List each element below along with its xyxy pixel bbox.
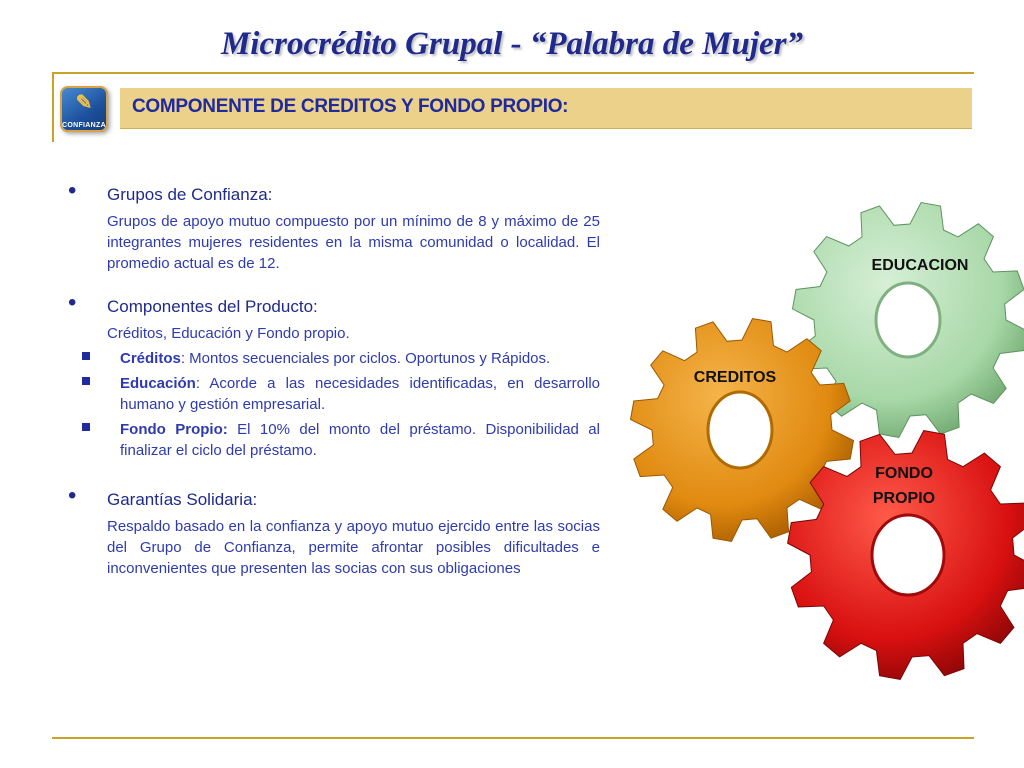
item-title: Grupos de Confianza: [107,185,273,204]
gear-label-educacion: EDUCACION [871,257,969,274]
gear-hole [708,392,772,468]
confianza-logo [60,86,108,132]
item-text: Grupos de apoyo mutuo compuesto por un mínimo de 8 y máximo de 25 integrantes mujeres residentes en la misma comunidad o localidad. El promedio actual es de 12. [107,213,600,272]
bullet-icon: • [68,289,77,316]
subitem-creditos [60,348,600,369]
subitem-fondo [60,419,600,461]
left-divider [52,72,54,142]
page-title: Microcrédito Grupal - “Palabra de Mujer” [220,26,804,62]
item-title-text: Componentes del Producto [107,297,314,316]
item-text: Créditos, Educación y Fondo propio. [107,325,350,342]
list-item-componentes [60,289,600,344]
gear-label-creditos: CREDITOS [693,369,777,386]
logo-text: CONFIANZA [62,122,106,129]
square-bullet-icon [82,423,90,431]
pencil-check-icon: ✎ [75,92,93,114]
square-bullet-icon [82,352,90,360]
subitem-label: Educación [120,375,196,392]
section-heading-bar [120,88,972,129]
bottom-divider [52,737,974,739]
subitem-text: El 10% del monto del préstamo. Disponibilidad al finalizar el ciclo del préstamo. [120,421,600,459]
gear-label-fondo-1: FONDO [875,465,933,482]
gear-hole [872,515,944,595]
section-heading: COMPONENTE DE CREDITOS Y FONDO PROPIO: [132,96,569,117]
square-bullet-icon [82,377,90,385]
bullet-icon: • [68,177,77,204]
list-item-grupos [60,177,600,274]
subitem-educacion [60,373,600,415]
item-text: Respaldo basado en la confianza y apoyo mutuo ejercido entre las socias del Grupo de Confianza, permite afrontar posibles dificultades e inconvenientes que presenten las socias con sus obligaciones [107,518,600,577]
gear-label-fondo-2: PROPIO [872,490,936,507]
top-divider [52,72,974,74]
item-title [107,296,600,317]
bullet-icon: • [68,482,77,509]
subitem-text: : Acorde a las necesidades identificadas, en desarrollo humano y gestión empresarial. [120,375,600,413]
item-title: Garantías Solidaria: [107,490,258,509]
content-list [60,177,600,579]
subitem-label: Fondo Propio: [120,421,228,438]
subitem-label: Créditos [120,350,181,367]
list-item-garantias [60,482,600,579]
gears-illustration [630,195,1024,695]
subitem-text: : Montos secuenciales por ciclos. Oportunos y Rápidos. [180,350,551,367]
item-title-suffix: : [313,297,318,316]
gear-hole [876,283,940,357]
